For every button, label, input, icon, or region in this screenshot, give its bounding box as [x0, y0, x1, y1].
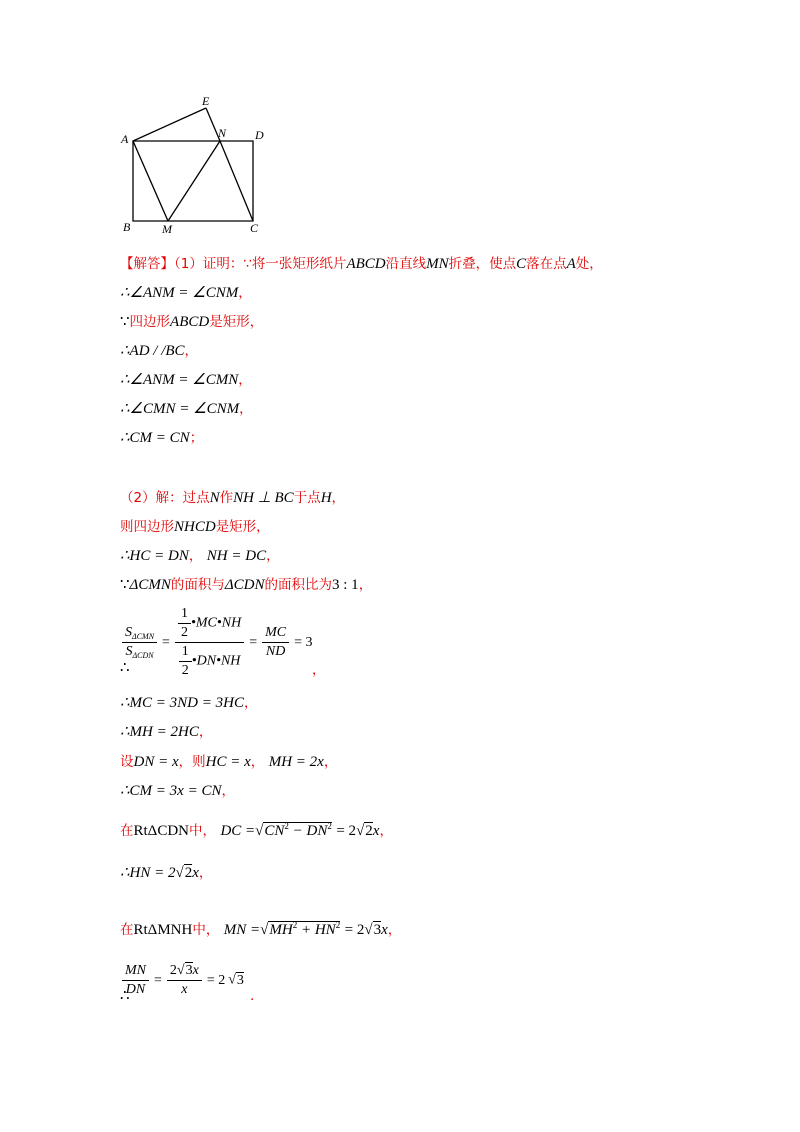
step-text: NH = DC [206, 548, 267, 564]
half-num: 1 [178, 606, 191, 624]
triangle-cmn: ΔCMN [129, 577, 171, 593]
part2-step6 [120, 722, 212, 742]
comma-after-fraction [312, 660, 326, 680]
square: 2 [284, 821, 289, 831]
part1-step5 [120, 399, 253, 419]
triangle-cdn: ΔCDN [224, 577, 265, 593]
comma: ， [184, 343, 199, 359]
rect-name: ABCD [346, 256, 386, 272]
point-a: A [566, 256, 576, 272]
ratio-value: 3 : 1 [332, 577, 359, 593]
step-text: MH = 2x [268, 754, 324, 770]
root-value: 2 [365, 823, 373, 839]
because-symbol: ∵ [120, 577, 130, 593]
x-var: x [381, 922, 388, 938]
segment-mn [168, 141, 220, 221]
root-value: 3 [236, 972, 244, 988]
part1-step4 [120, 370, 252, 390]
equals-three: = 3 [294, 634, 313, 650]
square: 2 [335, 920, 341, 930]
part1-step3 [120, 341, 198, 361]
part1-step6 [120, 428, 203, 448]
draw-text: 作 [219, 490, 234, 506]
line-name: MN [426, 256, 449, 272]
answer-bracket: 【解答】 [120, 256, 174, 272]
step-text: ∴∠ANM = ∠CMN [120, 372, 239, 388]
part2-step11: 在RtΔMNH中， MN $=√MH^2 + HN^2 = 2√3x$， [120, 920, 402, 938]
label-m: M [162, 222, 172, 236]
x-var: x [181, 982, 188, 997]
part2-heading [120, 488, 345, 508]
comma: ， [331, 490, 346, 506]
point-h: H [320, 490, 332, 506]
s-subscript: ΔCDN [132, 651, 154, 660]
half-den: 2 [181, 663, 189, 678]
part2-intro: （2）解：过点 [120, 490, 210, 506]
step-text: ∴CM = 3x = CN [120, 783, 222, 799]
label-a: A [121, 132, 129, 146]
comma: ， [188, 548, 203, 564]
comma: ， [221, 783, 235, 799]
lhs: MN = [223, 922, 261, 938]
square: 2 [327, 821, 332, 831]
step-text: ∴CM = CN [120, 430, 190, 446]
segment-am [133, 141, 168, 221]
area-ratio-equation: $\frac{S_{\Delta CMN}}{S_{\Delta CDN}}$ = $\frac{1}{2}$ •MC•NH $\frac{1}{2}$ •DN•NH = $\frac{MC}{ND}$ = 3 [120, 606, 316, 679]
segment-ae [133, 108, 206, 141]
comma: ， [238, 285, 252, 301]
rect-name: ABCD [170, 314, 210, 330]
label-b: B [123, 220, 131, 234]
part2-step7 [120, 752, 337, 772]
mn: MN [122, 963, 149, 981]
label-c: C [250, 221, 259, 235]
mc-nd-ratio [262, 625, 289, 660]
step-text: HC = x [205, 754, 251, 770]
ratio-text: 的面积比为 [264, 577, 333, 593]
label-d: D [255, 128, 264, 142]
x-var: x [372, 823, 380, 839]
step-text: ∴HN = 2 [120, 865, 176, 881]
part2-step9: 在RtΔCDN中， DC $=√CN^2 - DN^2 = 2√2x$， [120, 821, 393, 839]
point-n: N [209, 490, 220, 506]
radicand-a: CN [264, 823, 285, 839]
s-symbol: S [125, 644, 133, 659]
part1-step1 [120, 283, 252, 303]
square: 2 [292, 920, 298, 930]
s-symbol: S [125, 625, 132, 640]
final-ratio-equation: $\frac{MN}{DN}$ = $\frac{2√3x}{x}$ = 2 √3 [120, 963, 244, 998]
radicand-b: + HN [300, 922, 336, 938]
comma: ， [238, 372, 252, 388]
root-value: 3 [373, 922, 382, 938]
period: . [250, 988, 255, 1004]
therefore-mark-final [120, 986, 130, 1006]
root-value: 3 [185, 963, 193, 978]
label-e: E [202, 94, 210, 108]
is-rect-text: 是矩形， [209, 314, 264, 330]
fold-text: 折叠，使点 [448, 256, 517, 272]
half-product-ratio [175, 606, 244, 679]
comma: ， [323, 754, 338, 770]
perp-expr: NH ⊥ BC [233, 490, 294, 506]
let-text: 设 [120, 754, 134, 770]
part1-step2 [120, 312, 263, 332]
comma: ， [243, 695, 258, 711]
part1-intro: （1）证明：∵将一张矩形纸片 [174, 256, 347, 272]
middle-text: 中， [189, 823, 216, 839]
root-value: 2 [184, 865, 193, 881]
part2-step5 [120, 693, 257, 713]
middle-text: 中， [192, 922, 220, 938]
coef: 2 [169, 963, 177, 978]
area-ratio [122, 625, 157, 660]
rhs: = 2 [206, 972, 226, 988]
point-c: C [516, 256, 527, 272]
step-text: ∴MH = 2HC [120, 724, 199, 740]
s-subscript: ΔCMN [132, 632, 155, 641]
step-text: ∴HC = DN [120, 548, 189, 564]
comma: ， [387, 922, 402, 938]
quad-text: 四边形 [129, 314, 171, 330]
final-period [250, 986, 254, 1006]
falls-text: 落在点 [526, 256, 567, 272]
triangle-name: RtΔMNH [133, 922, 193, 938]
therefore-symbol: ∴ [120, 660, 130, 676]
part2-step3 [120, 575, 372, 595]
part1-heading [120, 254, 603, 274]
radicand-b: − DN [292, 823, 328, 839]
part2-step10: ∴HN = 2√2x， [120, 865, 213, 881]
because-symbol: ∵ [120, 314, 130, 330]
along-text: 沿直线 [385, 256, 427, 272]
triangle-name: RtΔCDN [133, 823, 189, 839]
part2-step8 [120, 781, 235, 801]
part2-step2 [120, 546, 280, 566]
dn: DN [125, 982, 146, 997]
is-rect-text: 是矩形， [215, 519, 270, 535]
comma: ， [358, 577, 373, 593]
step-text: ∴MC = 3ND = 3HC [120, 695, 244, 711]
semicolon: ； [189, 430, 204, 446]
step-text: ∴∠CMN = ∠CNM [120, 401, 240, 417]
step-text: DN = x [133, 754, 179, 770]
mc: MC [262, 625, 289, 643]
comma: ， [312, 662, 326, 678]
rectangle-fold-diagram [118, 92, 278, 242]
nd: ND [265, 644, 286, 659]
step-text: ∴∠ANM = ∠CNM [120, 285, 239, 301]
segment-nc [220, 141, 253, 221]
half-num: 1 [179, 644, 192, 662]
area-text: 的面积与 [170, 577, 225, 593]
in-text: 在 [120, 922, 134, 938]
at-point-text: 于点 [293, 490, 321, 506]
den-product: •DN•NH [191, 653, 241, 669]
x-var: x [192, 963, 199, 978]
num-product: •MC•NH [190, 615, 242, 631]
therefore-mark [120, 658, 130, 678]
value-ratio: $\frac{2√3x}{x}$ [167, 963, 202, 998]
radicand-a: MH [269, 922, 293, 938]
quad-name: NHCD [174, 519, 216, 535]
comma: ， [198, 724, 213, 740]
comma: ， [198, 865, 213, 881]
half-den: 2 [180, 625, 188, 640]
lhs: DC = [220, 823, 256, 839]
then-text: ，则 [178, 754, 206, 770]
x-var: x [192, 865, 199, 881]
therefore-symbol: ∴ [120, 988, 130, 1004]
rhs: = 2 [344, 922, 365, 938]
rhs: = 2 [336, 823, 357, 839]
geometry-figure [118, 92, 278, 242]
label-n: N [218, 126, 227, 140]
comma: ， [250, 754, 265, 770]
comma: ， [239, 401, 253, 417]
comma: ， [266, 548, 280, 564]
part2-step1 [120, 517, 270, 537]
step-text: ∴AD / /BC [120, 343, 185, 359]
then-quad-text: 则四边形 [120, 519, 174, 535]
place-text: 处， [575, 256, 603, 272]
comma: ， [379, 823, 393, 839]
in-text: 在 [120, 823, 134, 839]
